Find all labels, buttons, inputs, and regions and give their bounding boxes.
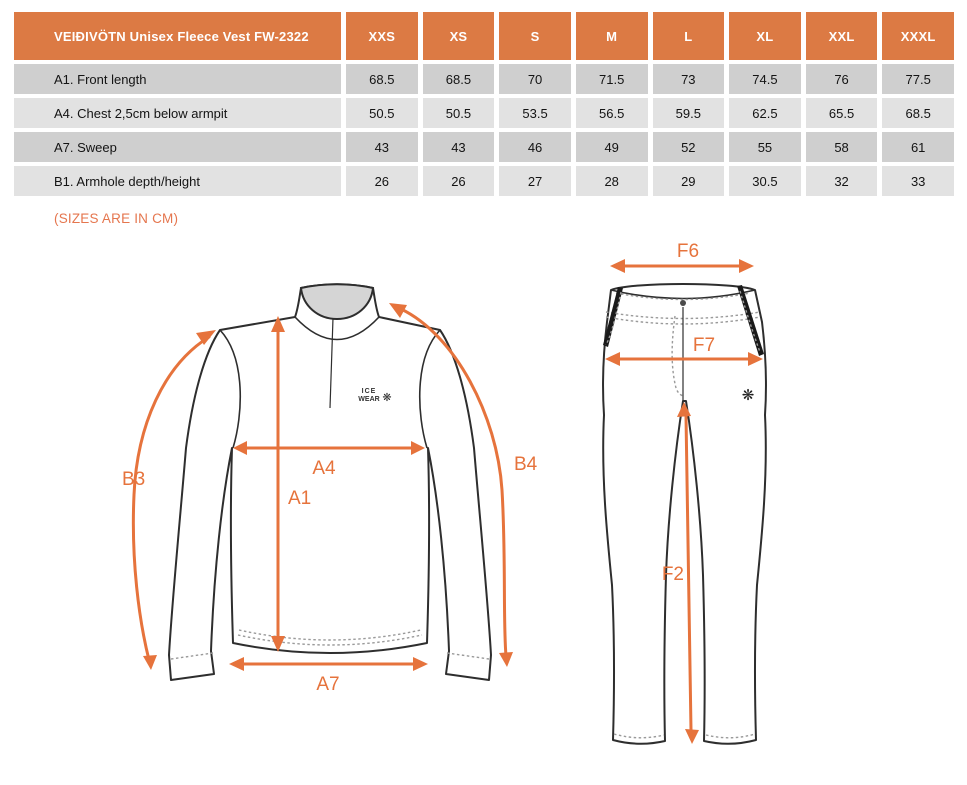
measure-value: 56.5 [576,98,648,128]
measure-value: 52 [653,132,725,162]
b4-arrowhead-bottom [499,652,513,667]
measure-value: 28 [576,166,648,196]
a1-label: A1 [288,488,312,509]
measure-value: 59.5 [653,98,725,128]
f2-arrow [686,416,691,730]
measure-value: 68.5 [423,64,495,94]
measure-value: 50.5 [423,98,495,128]
measure-value: 55 [729,132,801,162]
f6-arrowhead-right [739,259,754,273]
measure-value: 33 [882,166,954,196]
measure-value: 43 [346,132,418,162]
a4-label: A4 [312,458,336,479]
measure-value: 49 [576,132,648,162]
pants-drawing [603,284,766,744]
measure-value: 29 [653,166,725,196]
product-title-cell: VEIÐIVÖTN Unisex Fleece Vest FW-2322 [14,12,341,60]
size-column-header: XL [729,12,801,60]
b4-label: B4 [514,454,538,475]
measure-value: 26 [423,166,495,196]
snowflake-icon: ❋ [382,392,392,404]
measure-value: 27 [499,166,571,196]
size-column-header: XXS [346,12,418,60]
measure-value: 70 [499,64,571,94]
f6-arrowhead-left [610,259,625,273]
measure-value: 71.5 [576,64,648,94]
measure-value: 74.5 [729,64,801,94]
measure-value: 77.5 [882,64,954,94]
measure-value: 53.5 [499,98,571,128]
measure-value: 68.5 [346,64,418,94]
waist-button [680,300,686,306]
units-note: (SIZES ARE IN CM) [54,211,179,226]
f7-label: F7 [692,335,716,356]
measure-value: 26 [346,166,418,196]
measure-value: 46 [499,132,571,162]
size-column-header: XS [423,12,495,60]
a7-arrowhead-left [229,657,244,671]
size-column-header: L [653,12,725,60]
snowflake-icon: ❋ [741,387,755,404]
measure-row-label: A4. Chest 2,5cm below armpit [14,98,341,128]
measure-value: 50.5 [346,98,418,128]
measure-value: 43 [423,132,495,162]
measure-value: 65.5 [806,98,878,128]
size-column-header: XXXL [882,12,954,60]
measure-value: 68.5 [882,98,954,128]
size-column-header: M [576,12,648,60]
measure-value: 32 [806,166,878,196]
measure-value: 30.5 [729,166,801,196]
pants-silhouette [603,284,766,744]
measure-value: 61 [882,132,954,162]
measure-row-label: A1. Front length [14,64,341,94]
measure-row-label: A7. Sweep [14,132,341,162]
a7-arrowhead-right [413,657,428,671]
b3-label: B3 [122,469,146,490]
b3-arrowhead-bottom [143,655,157,670]
f2-arrowhead-bottom [685,729,699,744]
size-column-header: S [499,12,571,60]
f2-label: F2 [661,564,684,585]
measure-value: 73 [653,64,725,94]
measure-row-label: B1. Armhole depth/height [14,166,341,196]
measure-value: 76 [806,64,878,94]
icewear-logo-text: ICE [361,388,377,395]
icewear-logo-text: WEAR [358,396,380,403]
measure-value: 58 [806,132,878,162]
a7-label: A7 [316,674,340,695]
f6-label: F6 [676,241,700,262]
measure-value: 62.5 [729,98,801,128]
size-column-header: XXL [806,12,878,60]
